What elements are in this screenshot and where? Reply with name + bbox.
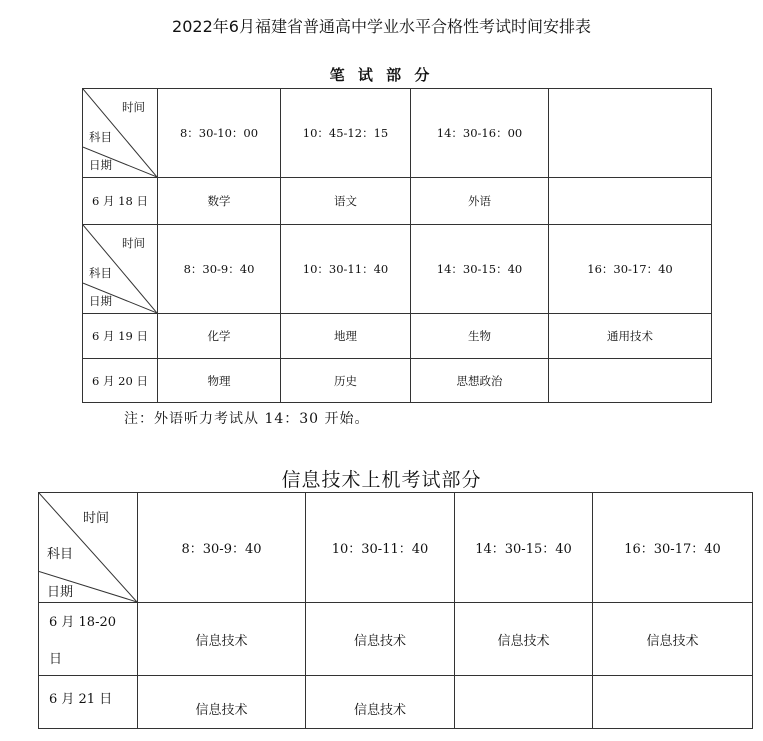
subject-cell	[455, 676, 593, 729]
table-row	[83, 225, 712, 314]
subject-cell: 地理	[281, 314, 411, 359]
corner-time-label: 时间	[122, 236, 145, 250]
time-slot-cell: 10：30-11：40	[281, 225, 411, 314]
subject-cell: 信息技术	[138, 676, 306, 729]
corner-time-label: 时间	[122, 100, 145, 114]
subject-cell: 信息技术	[306, 676, 455, 729]
time-slot-cell: 10：45-12：15	[281, 89, 411, 178]
table-row	[39, 493, 753, 603]
corner-date-label: 日期	[47, 585, 74, 600]
corner-header-cell	[39, 493, 138, 603]
date-cell: 6 月 19 日	[83, 314, 158, 359]
date-cell	[39, 603, 138, 676]
table-row	[83, 359, 712, 403]
time-slot-cell: 16：30-17：40	[593, 493, 753, 603]
time-slot-cell: 8：30-9：40	[138, 493, 306, 603]
time-slot-cell: 10：30-11：40	[306, 493, 455, 603]
subject-cell: 通用技术	[549, 314, 712, 359]
time-slot-cell: 8：30-10：00	[158, 89, 281, 178]
subject-cell: 生物	[411, 314, 549, 359]
date-cell: 6 月 18 日	[83, 178, 158, 225]
computer-exam-table	[38, 492, 753, 729]
table-row	[83, 89, 712, 178]
corner-header-cell	[83, 225, 158, 314]
corner-header-cell	[83, 89, 158, 178]
time-slot-cell: 14：30-16：00	[411, 89, 549, 178]
subject-cell: 信息技术	[138, 603, 306, 676]
subject-cell: 信息技术	[455, 603, 593, 676]
time-slot-cell: 8：30-9：40	[158, 225, 281, 314]
written-exam-table	[82, 88, 712, 403]
table-row	[39, 676, 753, 729]
subject-cell	[549, 359, 712, 403]
date-cell: 6 月 21 日	[39, 676, 138, 729]
subject-cell	[593, 676, 753, 729]
date-line: 6 月 18-20	[49, 615, 117, 630]
computer-section-heading: 信息技术上机考试部分	[281, 469, 482, 491]
time-slot-cell: 14：30-15：40	[455, 493, 593, 603]
subject-cell: 信息技术	[593, 603, 753, 676]
subject-cell: 语文	[281, 178, 411, 225]
corner-subject-label: 科目	[47, 547, 74, 562]
subject-cell: 外语	[411, 178, 549, 225]
time-slot-cell: 14：30-15：40	[411, 225, 549, 314]
written-section-heading: 笔 试 部 分	[329, 66, 434, 84]
subject-cell: 数学	[158, 178, 281, 225]
corner-subject-label: 科目	[89, 266, 112, 280]
time-slot-cell: 16：30-17：40	[549, 225, 712, 314]
table-row	[39, 603, 753, 676]
time-slot-cell	[549, 89, 712, 178]
subject-cell: 物理	[158, 359, 281, 403]
table-row	[83, 178, 712, 225]
corner-time-label: 时间	[82, 511, 109, 526]
subject-cell: 化学	[158, 314, 281, 359]
date-cell: 6 月 20 日	[83, 359, 158, 403]
subject-cell: 思想政治	[411, 359, 549, 403]
date-line: 日	[49, 652, 63, 667]
corner-date-label: 日期	[89, 158, 112, 172]
table-row	[83, 314, 712, 359]
corner-subject-label: 科目	[89, 130, 112, 144]
subject-cell: 历史	[281, 359, 411, 403]
subject-cell	[549, 178, 712, 225]
corner-date-label: 日期	[89, 294, 112, 308]
subject-cell: 信息技术	[306, 603, 455, 676]
listening-test-note: 注：外语听力考试从 14：30 开始。	[124, 411, 370, 427]
page-title: 2022年6月福建省普通高中学业水平合格性考试时间安排表	[172, 17, 591, 36]
